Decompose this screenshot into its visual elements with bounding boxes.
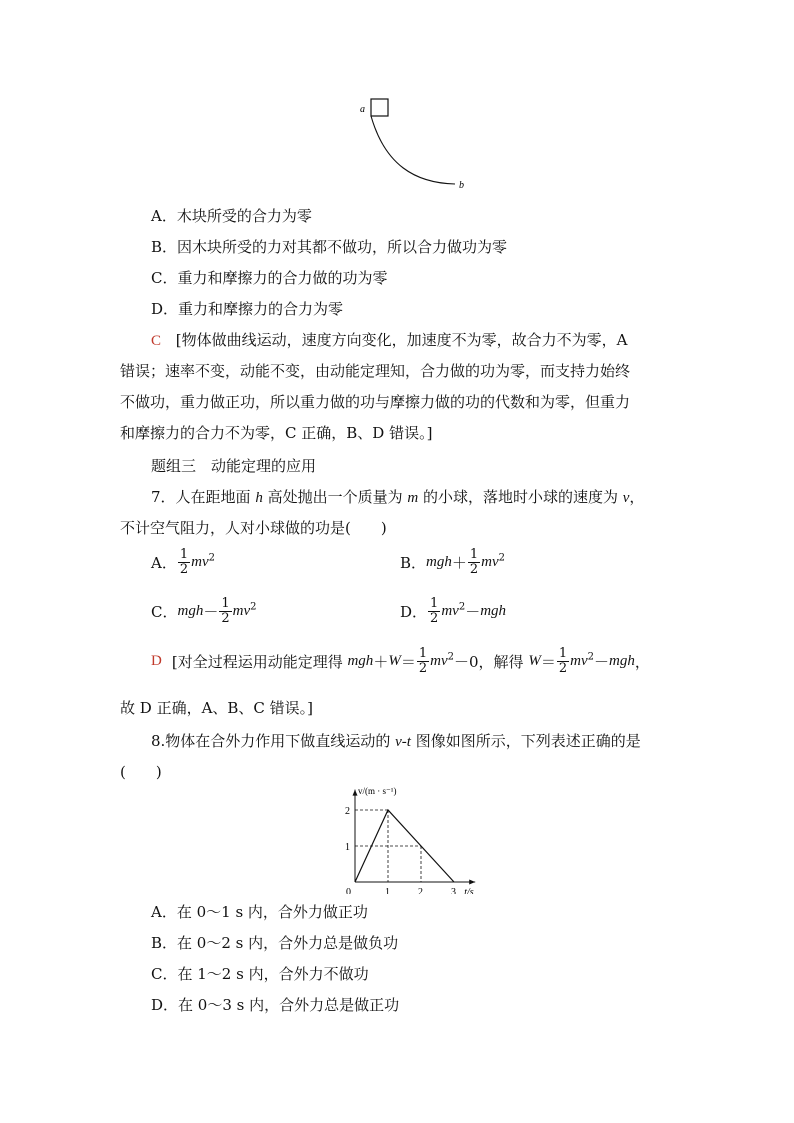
curved-track — [371, 116, 455, 184]
y-tick-label: 2 — [345, 806, 350, 817]
q8-stem-line-1: 8.物体在合外力作用下做直线运动的 v-t 图像如图所示，下列表述正确的是 — [151, 732, 641, 750]
q6-explain-line-1: [物体做曲线运动，速度方向变化，加速度不为零，故合力不为零，A — [175, 331, 628, 349]
x-tick-label: 3 — [451, 887, 456, 894]
q8-option-b: B．在 0～2 s 内，合外力总是做负功 — [151, 934, 399, 952]
wood-block — [371, 99, 388, 116]
q7-option-b: B．mgh＋ $\frac{1}{2}$ $mv^2$ — [400, 547, 506, 577]
q6-explain-line-2: 错误；速率不变，动能不变，由动能定理知，合力做的功为零，而支持力始终 — [120, 362, 631, 380]
q6-option-a: A．木块所受的合力为零 — [151, 207, 312, 225]
q6-option-d: D．重力和摩擦力的合力为零 — [151, 300, 344, 318]
q7-answer-line-2: 故 D 正确，A、B、C 错误。] — [120, 699, 314, 717]
q7-option-d: D． $\frac{1}{2}$ $mv^2-mgh$ — [400, 596, 507, 626]
q8-stem-line-2: ( ) — [120, 763, 162, 781]
x-tick-label: 0 — [346, 887, 351, 894]
q7-stem-line-1: 7．人在距地面 h 高处抛出一个质量为 m 的小球，落地时小球的速度为 v， — [151, 488, 645, 506]
group3-title: 题组三 动能定理的应用 — [151, 457, 317, 475]
q6-answer: C — [151, 333, 162, 349]
q6-explain-line-3: 不做功，重力做正功，所以重力做的功与摩擦力做的功的代数和为零，但重力 — [120, 393, 631, 411]
q7-answer: D — [151, 653, 162, 669]
x-axis-arrow — [469, 880, 475, 885]
q8-option-c: C．在 1～2 s 内，合外力不做功 — [151, 965, 369, 983]
vt-chart — [330, 782, 490, 894]
q6-option-b: B．因木块所受的力对其都不做功，所以合力做功为零 — [151, 238, 508, 256]
q7-option-a: A． $\frac{1}{2}$ $mv^2$ — [151, 547, 215, 577]
q8-option-a: A．在 0～1 s 内，合外力做正功 — [151, 903, 368, 921]
track-figure — [355, 95, 475, 195]
q7-stem-line-2: 不计空气阻力，人对小球做的功是( ) — [120, 519, 387, 537]
q6-option-c: C．重力和摩擦力的合力做的功为零 — [151, 269, 388, 287]
x-tick-label: 2 — [418, 887, 423, 894]
q6-explain-line-4: 和摩擦力的合力不为零，C 正确，B、D 错误。] — [120, 424, 433, 442]
x-axis-label: t/s — [464, 887, 474, 894]
y-tick-label: 1 — [345, 842, 350, 853]
label-a: a — [360, 104, 365, 115]
label-b: b — [459, 180, 464, 191]
series-line — [355, 810, 454, 882]
y-axis-arrow — [353, 790, 358, 796]
q7-answer-line-1: D [对全过程运用动能定理得 mgh＋W＝ $\frac{1}{2}$ $mv^2-0$，解得 W＝ $\frac{1}{2}$ $mv^2-mgh$， — [151, 646, 650, 676]
x-tick-label: 1 — [385, 887, 390, 894]
q7-option-c: C．mgh－ $\frac{1}{2}$ $mv^2$ — [151, 596, 257, 626]
q8-option-d: D．在 0～3 s 内，合外力总是做正功 — [151, 996, 400, 1014]
y-axis-label: v/(m · s⁻¹) — [358, 786, 397, 796]
